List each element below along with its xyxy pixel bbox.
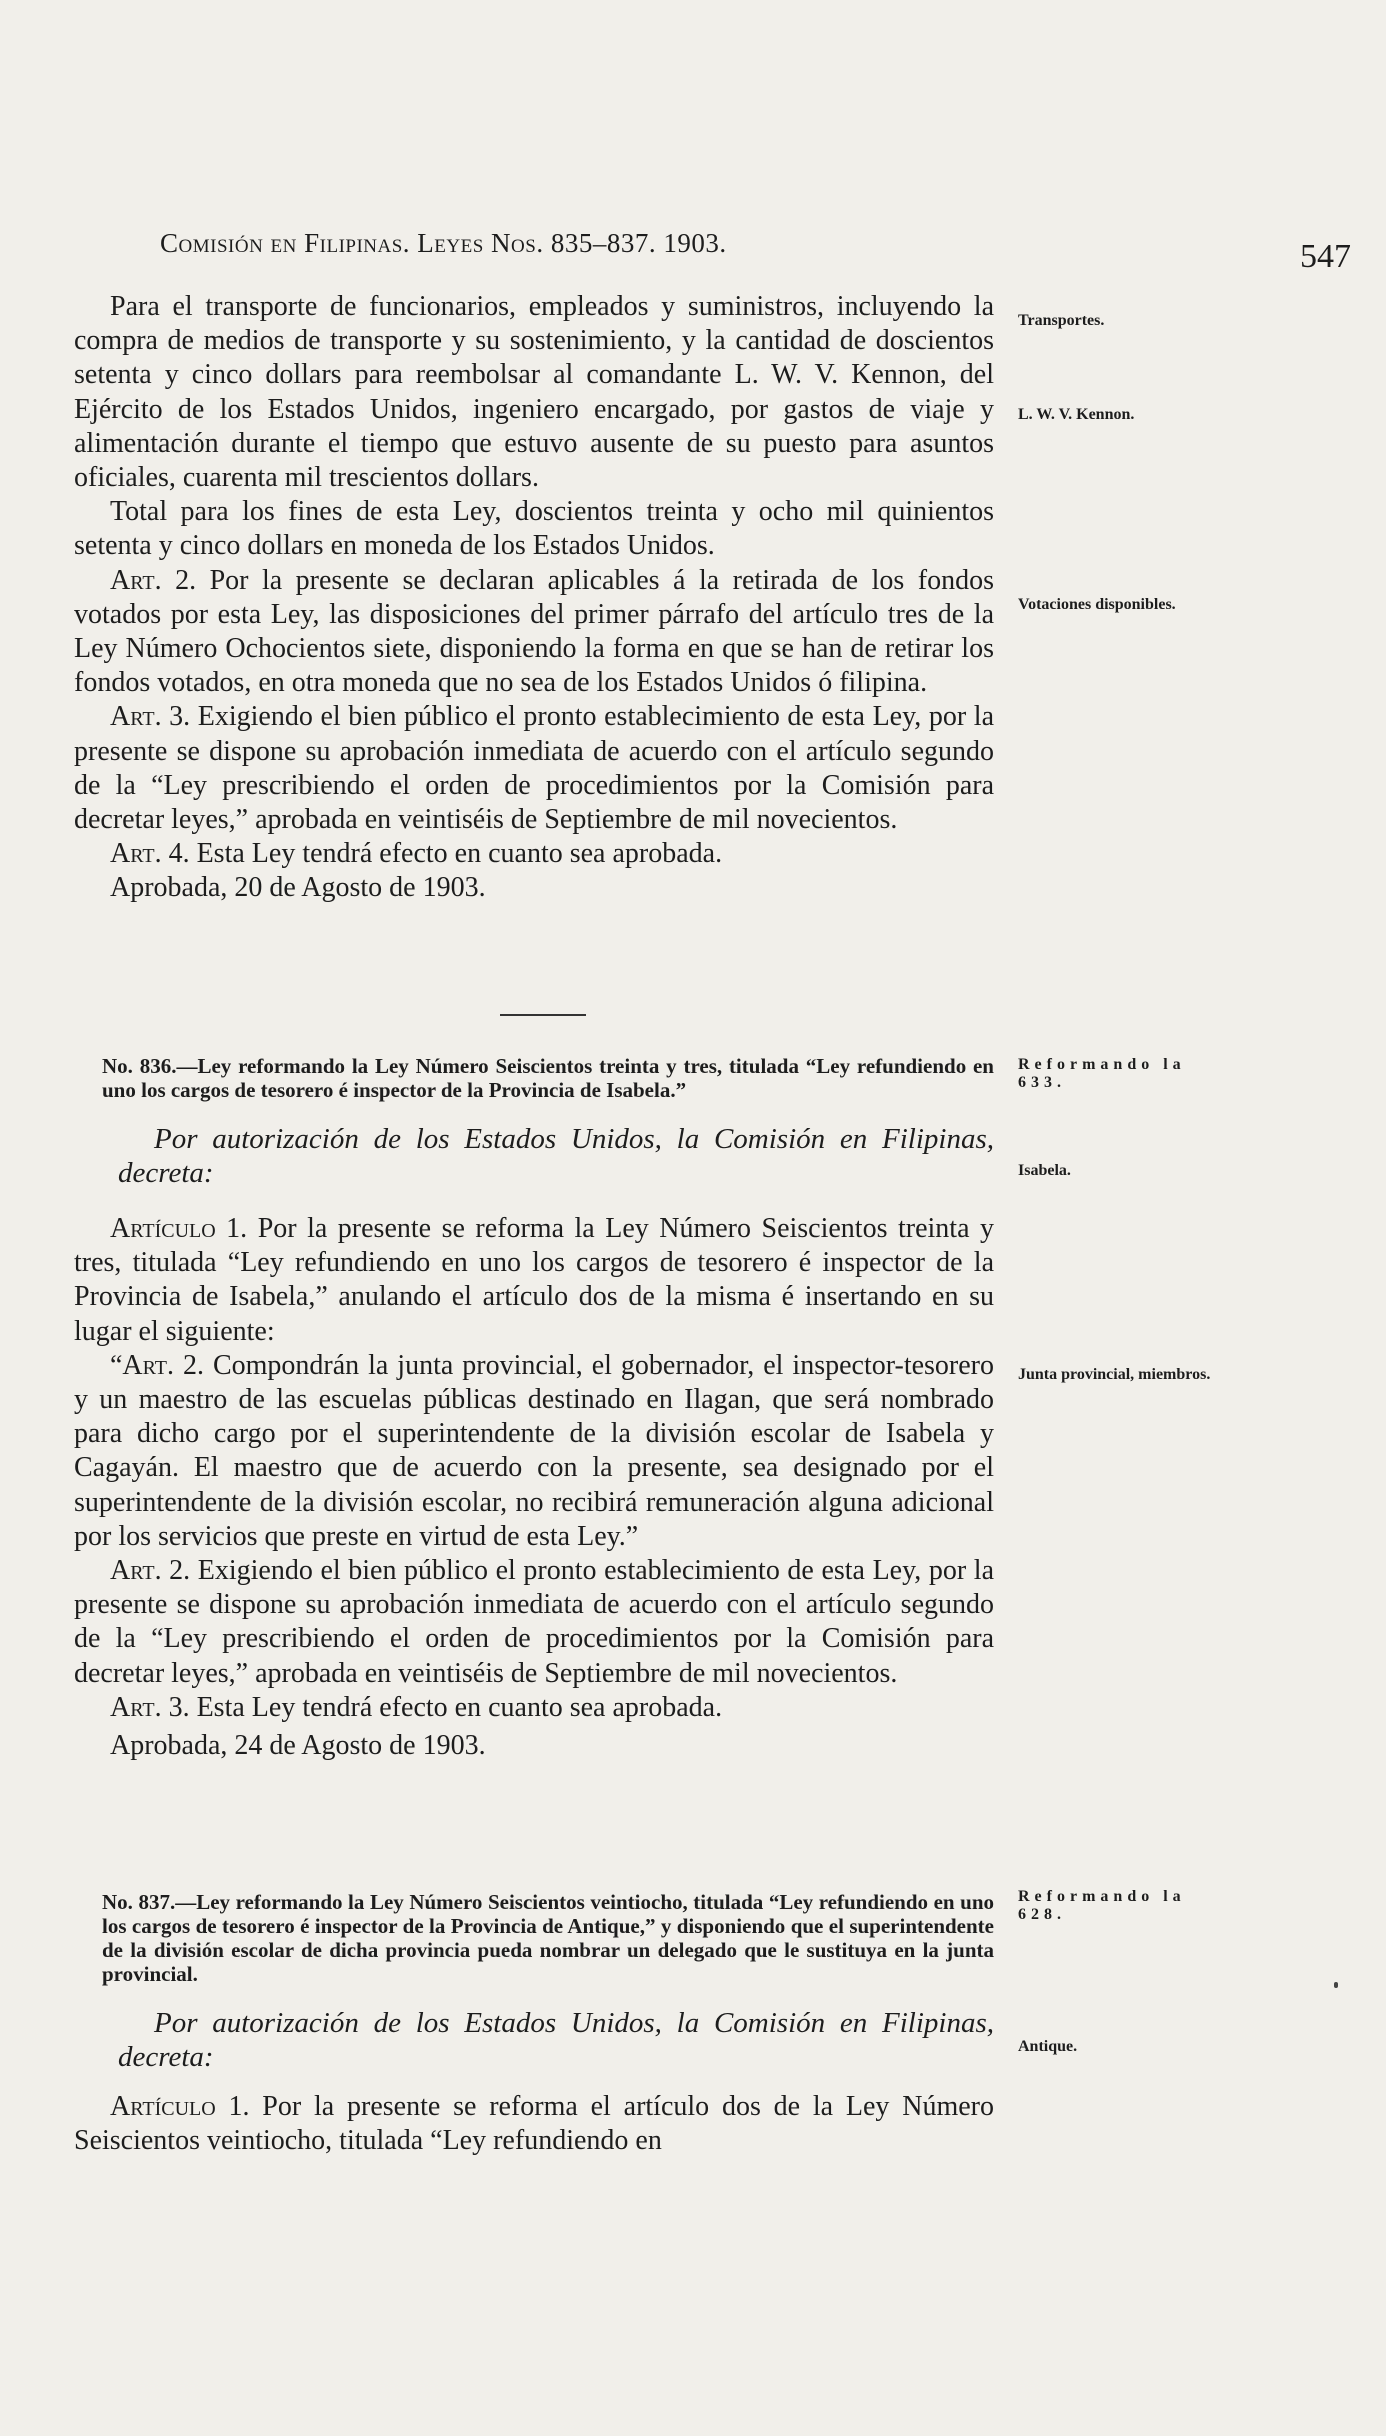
margin-note-antique: Antique. [1018, 2038, 1078, 2055]
margin-note-reformando-633: Reformando la 633. [1018, 1056, 1186, 1091]
article-text: Esta Ley tendrá efecto en cuanto sea aprobada. [189, 838, 723, 870]
section-previous-law [74, 290, 994, 906]
law-837-decree: Por autorización de los Estados Unidos, la Comisión en Filipinas, decreta: [118, 2007, 994, 2073]
margin-note-isabela: Isabela. [1018, 1162, 1071, 1179]
law-836-decree: Por autorización de los Estados Unidos, la Comisión en Filipinas, decreta: [118, 1123, 994, 1189]
article-2 [74, 1554, 994, 1691]
quoted-article-2 [74, 1349, 994, 1554]
law-836 [74, 1054, 994, 1763]
print-speck [1334, 1982, 1338, 1988]
article-text: Por la presente se reforma el artículo dos de la Ley Número Seiscientos veintiocho, titulada “Ley refundiendo en [74, 2091, 994, 2157]
article-1 [74, 2090, 994, 2158]
article-label: Art. 3. [110, 1691, 190, 1723]
law-837-title: No. 837.—Ley reformando la Ley Número Seiscientos veintiocho, titulada “Ley refundiendo en uno los cargos de tesorero é inspector de la Provincia de Antique,” y disponiendo que el superintendente de la división escolar de dicha provincia pueda nombrar un delegado que le sustituya en la junta provincial. [102, 1890, 994, 1986]
article-text: Compondrán la junta provincial, el gobernador, el inspector-tesorero y un maestro de las escuelas públicas destinado en Ilagan, que será nombrado para dicho cargo por el superintendente de la división escolar de Isabela y Cagayán. El maestro que de acuerdo con la presente, sea designado por el superintendente de la división escolar, no recibirá remuneración alguna adicional por los servicios que preste en virtud de esta Ley.” [74, 1349, 994, 1552]
article-label: Art. 3. [110, 701, 191, 733]
paragraph-transporte: Para el transporte de funcionarios, empleados y suministros, incluyendo la compra de medios de transporte y su sostenimiento, y la cantidad de doscientos setenta y cinco dollars para reembolsar al comandante L. W. V. Kennon, del Ejército de los Estados Unidos, ingeniero encargado, por gastos de viaje y alimentación durante el tiempo que estuvo ausente de su puesto para asuntos oficiales, cuarenta mil trescientos dollars. [74, 291, 994, 494]
law-836-title: No. 836.—Ley reformando la Ley Número Seiscientos treinta y tres, titulada “Ley refundiendo en uno los cargos de tesorero é inspector de la Provincia de Isabela.” [102, 1054, 994, 1102]
paragraph-total: Total para los fines de esta Ley, doscientos treinta y ocho mil quinientos setenta y cinco dollars en moneda de los Estados Unidos. [74, 496, 994, 562]
article-1 [74, 1212, 994, 1349]
article-3 [74, 1691, 994, 1725]
law-837 [74, 1890, 994, 2158]
article-label: Artículo 1. [110, 2091, 250, 2122]
article-text: Esta Ley tendrá efecto en cuanto sea aprobada. [189, 1691, 723, 1723]
article-label: “Art. 2. [110, 1349, 204, 1381]
page-number: 547 [1300, 238, 1351, 275]
margin-note-kennon: L. W. V. Kennon. [1018, 406, 1135, 423]
article-text: Por la presente se reforma la Ley Número Seiscientos treinta y tres, titulada “Ley refundiendo en uno los cargos de tesorero é inspector de la Provincia de Isabela,” anulando el artículo dos de la misma é insertando en su lugar el siguiente: [74, 1213, 994, 1347]
article-text: Exigiendo el bien público el pronto establecimiento de esta Ley, por la presente se dispone su aprobación inmediata de acuerdo con el artículo segundo de la “Ley prescribiendo el orden de procedimientos por la Comisión para decretar leyes,” aprobada en veintiséis de Septiembre de mil novecientos. [74, 1555, 994, 1689]
margin-note-votaciones: Votaciones disponibles. [1018, 596, 1176, 613]
running-header [160, 228, 960, 259]
article-3 [74, 700, 994, 837]
article-text: Exigiendo el bien público el pronto establecimiento de esta Ley, por la presente se dispone su aprobación inmediata de acuerdo con el artículo segundo de la “Ley prescribiendo el orden de procedimientos por la Comisión para decretar leyes,” aprobada en veintiséis de Septiembre de mil novecientos. [74, 701, 994, 836]
section-divider [500, 1014, 586, 1016]
approval-date: Aprobada, 24 de Agosto de 1903. [110, 1730, 486, 1762]
article-label: Artículo 1. [110, 1213, 248, 1244]
header-title: Comisión en Filipinas. Leyes Nos. 835–837. 1903. [160, 228, 727, 258]
article-label: Art. 4. [110, 838, 190, 870]
article-text: Por la presente se declaran aplicables á la retirada de los fondos votados por esta Ley, las disposiciones del primer párrafo del artículo tres de la Ley Número Ochocientos siete, disponiendo la forma en que se han de retirar los fondos votados, en otra moneda que no sea de los Estados Unidos ó filipina. [74, 564, 994, 699]
approval-date: Aprobada, 20 de Agosto de 1903. [110, 872, 486, 904]
article-4 [74, 837, 994, 871]
article-2 [74, 564, 994, 701]
margin-note-transportes: Transportes. [1018, 312, 1105, 329]
article-label: Art. 2. [110, 564, 197, 596]
margin-note-reformando-628: Reformando la 628. [1018, 1888, 1186, 1923]
margin-note-junta: Junta provincial, miembros. [1018, 1366, 1211, 1383]
article-label: Art. 2. [110, 1555, 191, 1587]
